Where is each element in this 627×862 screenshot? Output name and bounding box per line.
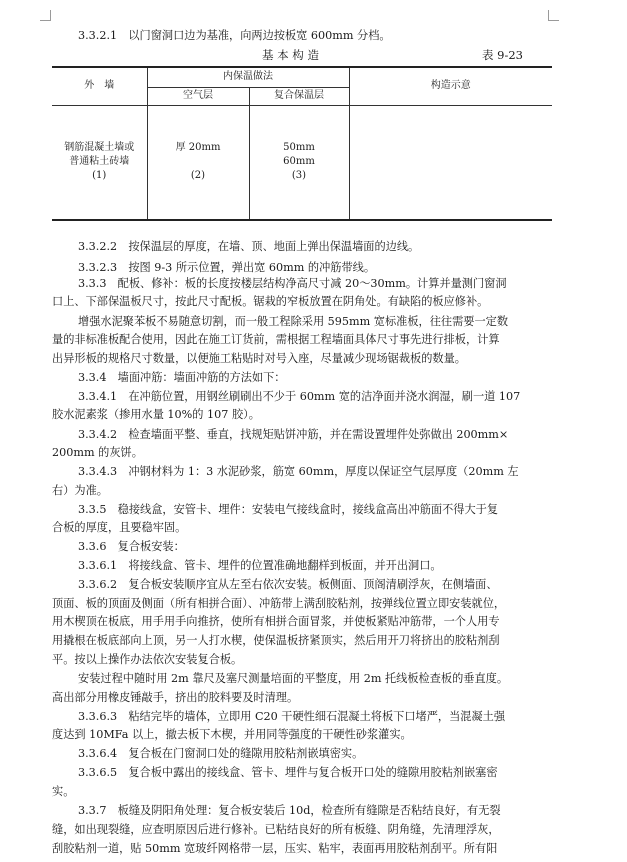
header-composite-layer: 复合保温层: [249, 87, 349, 105]
table-title: 基 本 构 造: [262, 48, 319, 62]
crop-mark-right: [548, 10, 559, 21]
cell-diagram: [349, 105, 552, 220]
body-line: 刮胶粘剂一道，贴 50mm 宽玻纤网格带一层，压实、粘牢，表面再用胶粘剂刮平。所有阳: [52, 842, 498, 855]
body-line: 3.3.2.2 按保温层的厚度，在墙、顶、地面上弹出保温墙面的边线。: [78, 240, 420, 253]
body-line: 实。: [52, 785, 75, 798]
header-outer-wall: 外 墙: [52, 67, 147, 105]
body-line: 200mm 的灰饼。: [52, 446, 143, 459]
body-line: 缝，如出现裂缝，应查明原因后进行修补。已粘结良好的所有板缝、阴角缝，先清理浮灰，: [52, 823, 500, 836]
body-line: 胶水泥素浆（掺用水量 10%的 107 胶）。: [52, 408, 260, 421]
body-line: 3.3.4 墙面冲筋：墙面冲筋的方法如下：: [78, 371, 286, 384]
body-line: 高出部分用橡皮锤敲手，挤出的胶料要及时清理。: [52, 691, 299, 704]
body-line: 3.3.6.2 复合板安装顺序宜从左至右依次安装。板侧面、顶阁清刷浮灰，在侧墙面、: [78, 578, 498, 591]
body-line: 顶面、板的顶面及侧面（所有相拼合面）、冲筋带上满刮胶粘剂，按弹线位置立即安装就位，: [52, 597, 506, 610]
header-air-layer: 空气层: [147, 87, 249, 105]
body-line: 右）为准。: [52, 484, 108, 497]
body-line: 增强水泥聚苯板不易随意切割，而一般工程除采用 595mm 宽标准板，往往需要一定数: [78, 315, 509, 328]
body-line: 3.3.6.4 复合板在门窗洞口处的缝隙用胶粘剂嵌填密实。: [78, 747, 364, 760]
air-layer-value: 厚 20mm: [175, 142, 221, 154]
cell-air-layer: [147, 105, 249, 220]
body-line: 度达到 10MFa 以上，撤去板下木楔，并用同等强度的干硬性砂浆灌实。: [52, 728, 412, 741]
body-line: 3.3.5 稳接线盒，安管卡、埋件：安装电气接线盒时，接线盒高出冲筋面不得大于复: [78, 503, 499, 516]
body-line: 3.3.3 配板、修补：板的长度按楼层结构净高尺寸减 20～30mm。计算并量测门窗洞: [78, 277, 507, 290]
intro-paragraph: 3.3.2.1 以门窗洞口边为基准，向两边按板宽 600mm 分档。: [78, 29, 391, 42]
body-line: 3.3.6.3 粘结完毕的墙体，立即用 C20 干硬性细石混凝土将板下口堵严，当混凝土强: [78, 710, 506, 723]
body-line: 3.3.7 板缝及阴阳角处理：复合板安装后 10d，检查所有缝隙是否粘结良好，有无裂: [78, 804, 501, 817]
body-line: 安装过程中随时用 2m 靠尺及塞尺测量培面的平整度，用 2m 托线板检查板的垂直度。: [78, 672, 509, 685]
body-line: 用撬根在板底部向上顶，另一人打水楔，使保温板挤紧顶实，然后用开刀将挤出的胶粘剂刮: [52, 634, 500, 647]
body-line: 量的非标准板配合使用，因此在施工订货前，需根据工程墙面具体尺寸事先进行排板，计算: [52, 333, 500, 346]
body-line: 3.3.4.3 冲钢材料为 1：3 水泥砂浆，筋宽 60mm，厚度以保证空气层厚度（20mm 左: [78, 465, 519, 478]
header-diagram: 构造示意: [349, 67, 552, 105]
construction-table: [52, 66, 552, 221]
wall-type-number: (1): [92, 170, 107, 182]
body-line: 平。按以上操作办法依次安装复合板。: [52, 653, 243, 666]
wall-type-line-2: 普通粘土砖墙: [69, 156, 130, 168]
crop-mark-left: [40, 10, 51, 21]
header-inner-insulation: 内保温做法: [147, 67, 349, 87]
body-line: 合板的厚度，且要稳牢固。: [52, 521, 187, 534]
body-line: 3.3.6.5 复合板中露出的接线盒、管卡、埋件与复合板开口处的缝隙用胶粘剂嵌塞密: [78, 766, 498, 779]
air-layer-number: (2): [190, 170, 206, 182]
body-line: 3.3.6.1 将接线盒、管卡、埋件的位置准确地翻样到板面，并开出洞口。: [78, 559, 442, 572]
body-line: 出异形板的规格尺寸数量，以便施工粘贴时对号入座，尽量减少现场锯裁板的数量。: [52, 352, 466, 365]
wall-type-line-1: 钢筋混凝土墙或: [64, 142, 135, 154]
body-line: 口上、下部保温板尺寸，按此尺寸配板。锯栽的窄板放置在阴角处。有缺陷的板应修补。: [52, 295, 489, 308]
composite-number: (3): [291, 170, 307, 182]
body-line: 3.3.4.1 在冲筋位置，用钢丝刷刷出不少于 60mm 宽的洁净面并浇水润湿，刷一道 107: [78, 390, 521, 403]
body-line: 3.3.4.2 检查墙面平整、垂直，找规矩贴饼冲筋，并在需设置埋件处弥做出 200mm×: [78, 428, 509, 441]
cell-composite-layer: [249, 105, 349, 220]
body-line: 3.3.6 复合板安装：: [78, 540, 185, 553]
cell-wall-type: [52, 105, 147, 220]
table-number: 表 9-23: [482, 48, 523, 62]
composite-thickness-1: 50mm: [283, 142, 315, 154]
body-line: 3.3.2.3 按图 9-3 所示位置，弹出宽 60mm 的冲筋带线。: [78, 261, 376, 274]
composite-thickness-2: 60mm: [283, 156, 315, 168]
body-line: 用木楔顶在板底，用手用手向推挤，使所有相拼合面冒浆，并使板紧贴冲筋带，一个人用专: [52, 615, 500, 628]
